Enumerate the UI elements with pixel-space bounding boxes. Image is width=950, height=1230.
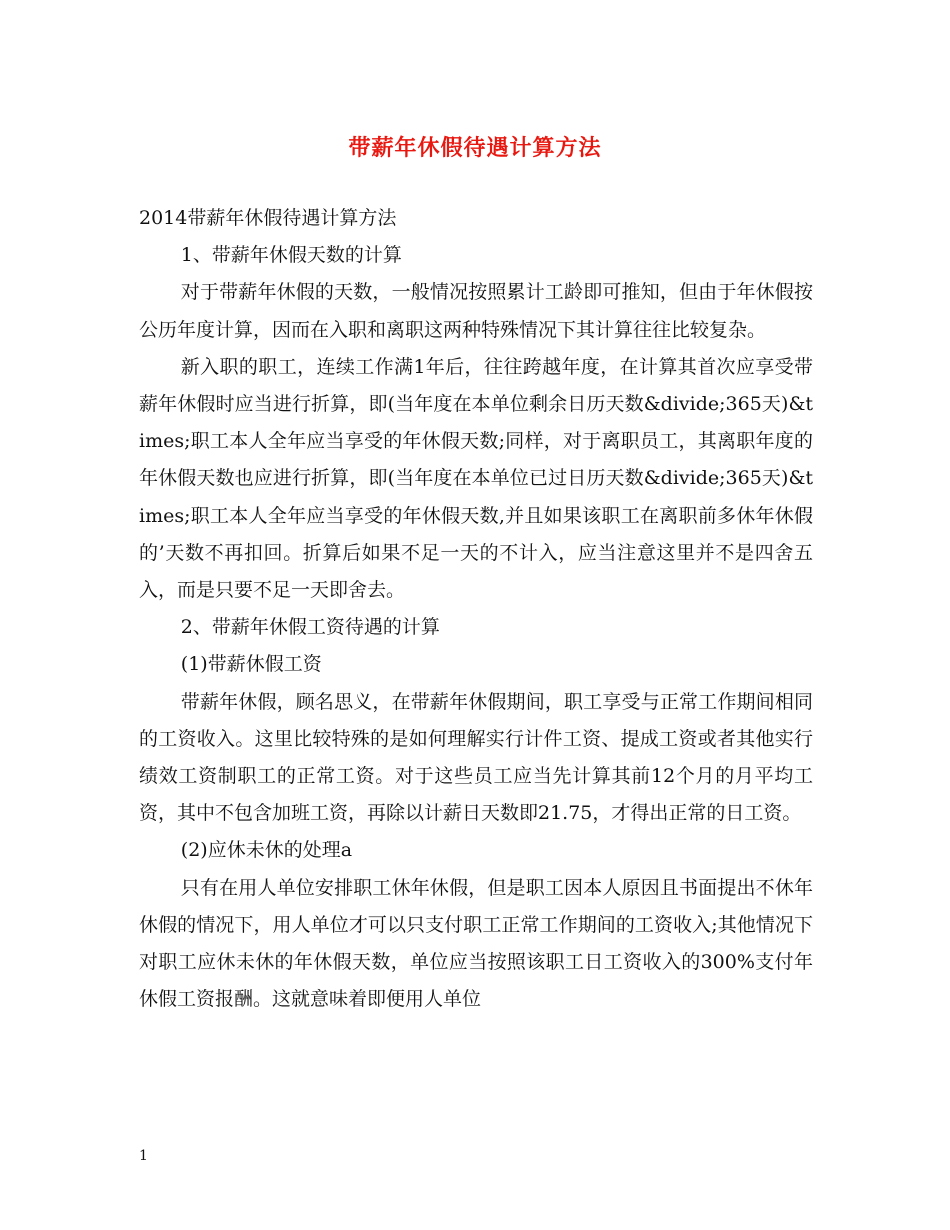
document-title: 带薪年休假待遇计算方法 — [348, 136, 602, 161]
paragraph: 带薪年休假，顾名思义，在带薪年休假期间，职工享受与正常工作期间相同的工资收入。这里比较特殊的是如何理解实行计件工资、提成工资或者其他实行绩效工资制职工的正常工资。对于这些员工应当先计算其前12个月的月平均工资，其中不包含加班工资，再除以计薪日天数即21.75，才得出正常的日工资。 — [139, 690, 813, 825]
paragraph: 对于带薪年休假的天数，一般情况按照累计工龄即可推知，但由于年休假按公历年度计算，因而在入职和离职这两种特殊情况下其计算往往比较复杂。 — [139, 281, 813, 341]
subsection-heading: (2)应休未休的处理a — [180, 839, 353, 862]
page-number: 1 — [139, 1148, 148, 1164]
section-heading: 1、带薪年休假天数的计算 — [180, 244, 402, 267]
paragraph: 新入职的职工，连续工作满1年后，往往跨越年度，在计算其首次应享受带薪年休假时应当进行折算，即(当年度在本单位剩余日历天数&divide;365天)&times;职工本人全年应当享受的年休假天数;同样，对于离职员工，其离职年度的年休假天数也应进行折算，即(当年度在本单位已过日历天数&divide;365天)&times;职工本人全年应当享受的年休假天数,并且如果该职工在离职前多休年休假的’天数不再扣回。折算后如果不足一天的不计入，应当注意这里并不是四舍五入，而是只要不足一天即舍去。 — [139, 355, 813, 602]
section-heading: 2、带薪年休假工资待遇的计算 — [180, 616, 440, 639]
subsection-heading: (1)带薪休假工资 — [180, 653, 322, 676]
paragraph: 2014带薪年休假待遇计算方法 — [139, 207, 397, 229]
paragraph: 只有在用人单位安排职工休年休假，但是职工因本人原因且书面提出不休年休假的情况下，用人单位才可以只支付职工正常工作期间的工资收入;其他情况下对职工应休未休的年休假天数，单位应当按照该职工日工资收入的300%支付年休假工资报酬。这就意味着即便用人单位 — [139, 876, 813, 1011]
document-body — [139, 200, 813, 1018]
